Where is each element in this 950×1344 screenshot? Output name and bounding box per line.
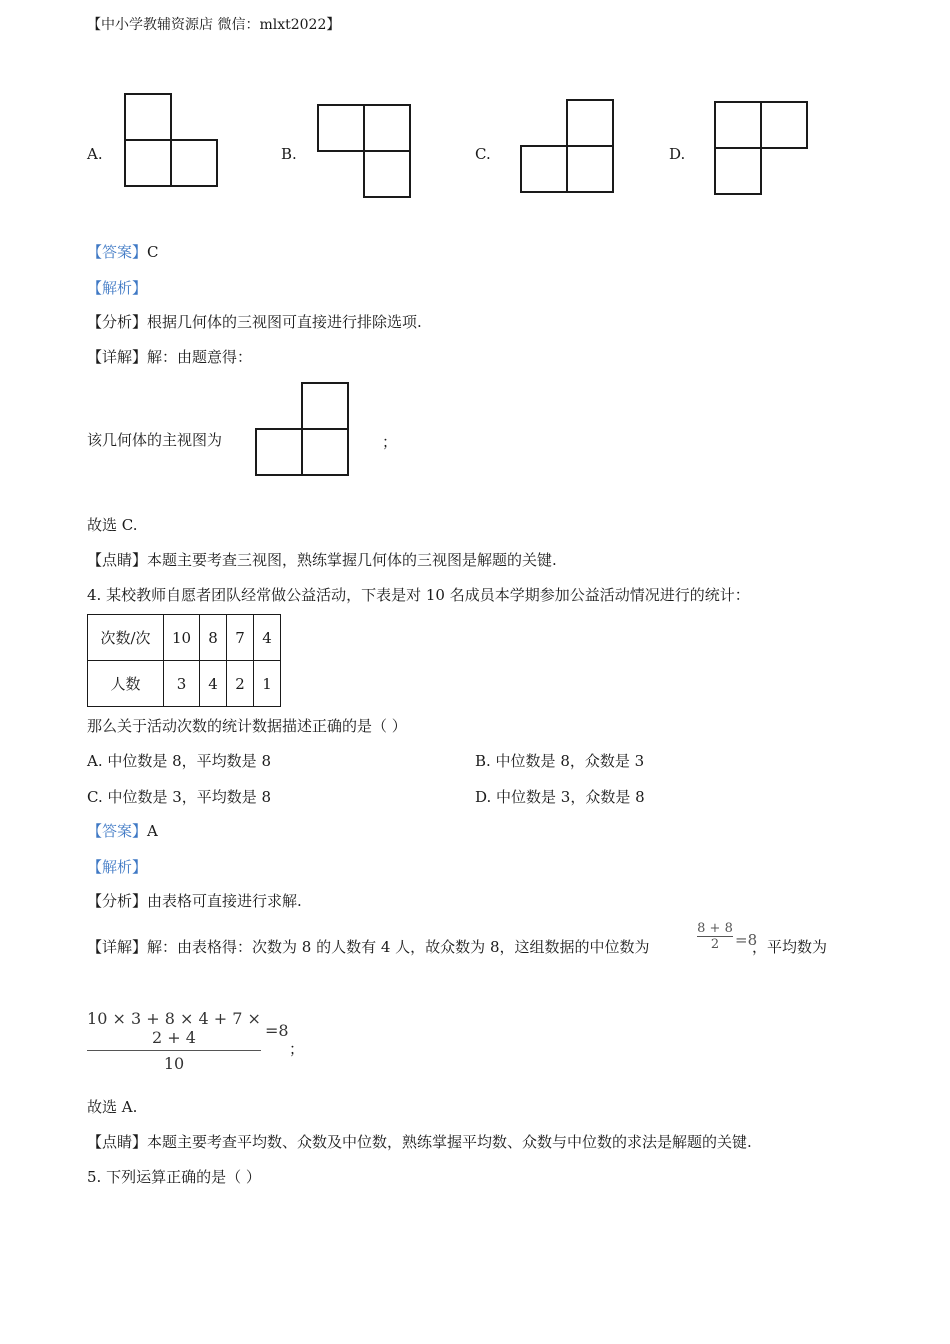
q3-answer (87, 241, 159, 262)
q4-xiangjie-tail: ，平均数为 (752, 938, 828, 956)
q4-dianjing: 【点睛】本题主要考查平均数、众数及中位数，熟练掌握平均数、众数与中位数的求法是解题的关键. (87, 1133, 752, 1151)
mean-result: =8 (265, 1021, 289, 1040)
option-b-figure (317, 104, 413, 200)
option-a-label: A. (87, 145, 103, 163)
q3-dianjing: 【点睛】本题主要考查三视图，熟练掌握几何体的三视图是解题的关键. (87, 551, 557, 569)
table-row (88, 615, 281, 661)
table-cell: 10 (164, 615, 200, 661)
median-fraction: 8 + 8 2 (697, 921, 733, 952)
table-header-cell: 人数 (88, 661, 164, 707)
q4-analysis-tag: 【解析】 (87, 858, 148, 876)
mean-fraction: 10 × 3 + 8 × 4 + 7 × 2 + 4 10 (87, 1009, 261, 1073)
answer-tag: 【答案】 (87, 243, 148, 261)
q4-stem: 4. 某校教师自愿者团队经常做公益活动，下表是对 10 名成员本学期参加公益活动情况进行的统计： (87, 586, 750, 604)
q4-option-c: C. 中位数是 3，平均数是 8 (87, 788, 272, 806)
q4-conclusion: 故选 A. (87, 1098, 138, 1116)
q3-main-view-label: 该几何体的主视图为 (87, 431, 223, 449)
q5-stem: 5. 下列运算正确的是（ ） (87, 1168, 261, 1186)
q4-answer (87, 820, 158, 841)
option-d-label: D. (669, 145, 686, 163)
q4-option-b: B. 中位数是 8，众数是 3 (475, 752, 645, 770)
q4-xiangjie: 【详解】解：由表格得：次数为 8 的人数有 4 人，故众数为 8，这组数据的中位数为 (87, 938, 650, 956)
page-header: 【中小学教辅资源店 微信：mlxt2022】 (87, 17, 341, 33)
table-cell: 4 (254, 615, 281, 661)
answer-value: A (147, 822, 158, 840)
option-d-figure (714, 101, 810, 197)
q4-fenxi: 【分析】由表格可直接进行求解. (87, 892, 302, 910)
table-cell: 7 (227, 615, 254, 661)
option-c-label: C. (475, 145, 491, 163)
answer-tag: 【答案】 (87, 822, 148, 840)
q4-question: 那么关于活动次数的统计数据描述正确的是（ ） (87, 717, 407, 735)
q3-main-view-figure (255, 382, 351, 478)
median-result: =8 (735, 931, 758, 949)
table-cell: 8 (200, 615, 227, 661)
q4-option-a: A. 中位数是 8，平均数是 8 (87, 752, 271, 770)
q4-option-d: D. 中位数是 3，众数是 8 (475, 788, 645, 806)
table-cell: 4 (200, 661, 227, 707)
table-cell: 1 (254, 661, 281, 707)
answer-value: C (147, 243, 159, 261)
q3-fenxi: 【分析】根据几何体的三视图可直接进行排除选项. (87, 313, 422, 331)
q4-stats-table (87, 614, 281, 707)
table-header-cell: 次数/次 (88, 615, 164, 661)
q3-semicolon: ； (382, 433, 398, 451)
table-cell: 2 (227, 661, 254, 707)
option-c-figure (520, 99, 616, 195)
option-a-figure (124, 93, 220, 187)
q3-conclusion: 故选 C. (87, 516, 138, 534)
q3-xiangjie: 【详解】解：由题意得： (87, 348, 253, 366)
option-b-label: B. (281, 145, 297, 163)
table-cell: 3 (164, 661, 200, 707)
table-row (88, 661, 281, 707)
q3-analysis-tag: 【解析】 (87, 279, 148, 297)
mean-semicolon: ； (289, 1040, 305, 1058)
